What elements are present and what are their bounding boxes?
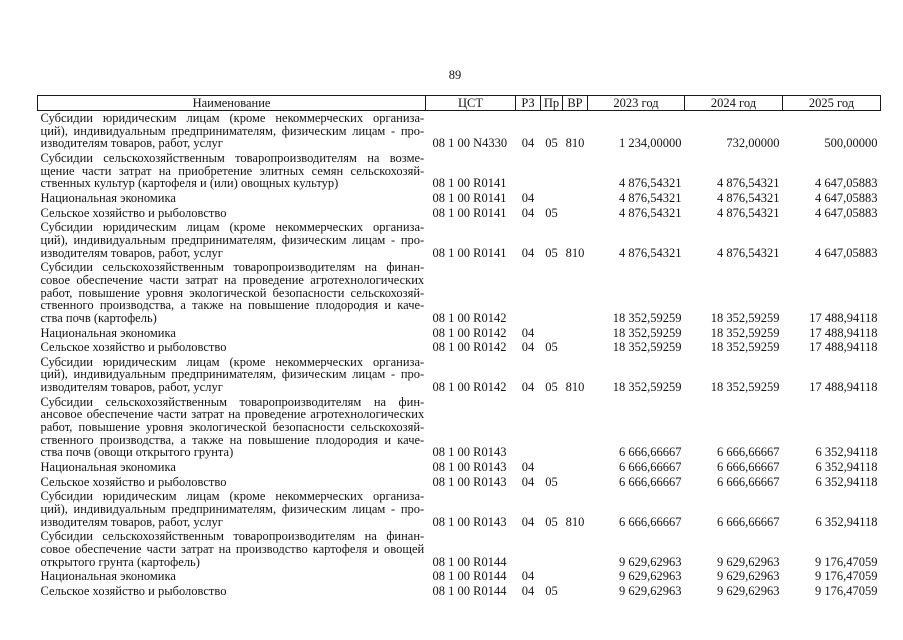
table-row bbox=[38, 206, 881, 221]
vr-cell: 810 bbox=[565, 514, 585, 529]
name-cell bbox=[38, 529, 426, 569]
pr-cell bbox=[541, 395, 563, 460]
name-line: ственного производства, а также на повышение плодородия и каче- bbox=[40, 298, 425, 313]
table-row bbox=[38, 355, 881, 395]
value-2025-cell: 500,00000 bbox=[824, 136, 878, 151]
name-line: Субсидии юридическим лицам (кроме некоммерческих организа- bbox=[40, 354, 425, 369]
value-2025-cell: 9 176,47059 bbox=[815, 554, 878, 569]
rz-cell: 04 bbox=[521, 325, 535, 340]
value-2023-cell: 9 629,62963 bbox=[619, 554, 682, 569]
table-row bbox=[38, 326, 881, 341]
value-2023-cell: 9 629,62963 bbox=[619, 583, 682, 598]
rz-cell: 04 bbox=[521, 245, 535, 260]
value-2024-cell: 18 352,59259 bbox=[710, 310, 780, 325]
table-header bbox=[38, 96, 881, 111]
name-cell bbox=[38, 355, 426, 395]
value-2024-cell: 4 876,54321 bbox=[717, 190, 780, 205]
name-line: ций), индивидуальным предпринимателям, физическим лицам - про- bbox=[40, 123, 425, 138]
value-2025-cell: 4 647,05883 bbox=[815, 190, 878, 205]
table-row bbox=[38, 475, 881, 490]
table-row bbox=[38, 340, 881, 355]
name-line: Национальная экономика bbox=[40, 190, 176, 205]
name-line: работ, повышение уровня экологической безопасности сельскохозяй- bbox=[40, 420, 425, 435]
cst-cell: 08 1 00 R0141 bbox=[432, 205, 507, 220]
cst-cell: 08 1 00 R0142 bbox=[432, 310, 507, 325]
name-cell bbox=[38, 340, 426, 355]
pr-cell bbox=[541, 460, 563, 475]
value-2024-cell: 9 629,62963 bbox=[717, 583, 780, 598]
pr-cell: 05 bbox=[545, 380, 558, 395]
value-2024-cell: 6 666,66667 bbox=[717, 445, 780, 460]
value-2025-cell: 4 647,05883 bbox=[815, 176, 878, 191]
name-line: Субсидии юридическим лицам (кроме некоммерческих организа- bbox=[40, 489, 425, 504]
value-2024-cell: 6 666,66667 bbox=[717, 514, 780, 529]
value-2024-cell: 4 876,54321 bbox=[717, 205, 780, 220]
name-line: Национальная экономика bbox=[40, 569, 176, 584]
cst-cell: 08 1 00 R0143 bbox=[432, 460, 507, 475]
rz-cell: 04 bbox=[521, 583, 535, 598]
value-2023-cell: 1 234,00000 bbox=[619, 136, 682, 151]
value-2023-cell: 18 352,59259 bbox=[612, 325, 682, 340]
value-2025-cell: 6 352,94118 bbox=[815, 474, 878, 489]
cst-cell: 08 1 00 R0143 bbox=[432, 445, 507, 460]
name-line: Субсидии сельскохозяйственным товаропроизводителям на финан- bbox=[40, 529, 425, 544]
rz-cell: 04 bbox=[521, 340, 535, 355]
header-pr: Пр bbox=[541, 96, 563, 111]
name-line: изводителям товаров, работ, услуг bbox=[40, 514, 223, 529]
pr-cell bbox=[541, 260, 563, 325]
value-2025-cell: 6 352,94118 bbox=[815, 514, 878, 529]
name-line: Субсидии юридическим лицам (кроме некоммерческих организа- bbox=[40, 111, 425, 125]
value-2024-cell: 4 876,54321 bbox=[717, 176, 780, 191]
name-line: щение части затрат на приобретение элитных семян сельскохозяй- bbox=[40, 163, 425, 178]
value-2023-cell: 6 666,66667 bbox=[619, 460, 682, 475]
name-line: изводителям товаров, работ, услуг bbox=[40, 380, 223, 395]
vr-cell bbox=[563, 584, 588, 599]
name-cell bbox=[38, 326, 426, 341]
cst-cell: 08 1 00 R0141 bbox=[432, 245, 507, 260]
name-line: Субсидии сельскохозяйственным товаропроизводителям на возме- bbox=[40, 150, 425, 165]
pr-cell bbox=[541, 326, 563, 341]
value-2024-cell: 4 876,54321 bbox=[717, 245, 780, 260]
name-cell bbox=[38, 395, 426, 460]
rz-cell: 04 bbox=[521, 514, 535, 529]
name-cell bbox=[38, 151, 426, 191]
rz-cell: 04 bbox=[521, 190, 535, 205]
name-cell bbox=[38, 569, 426, 584]
table-row bbox=[38, 569, 881, 584]
value-2023-cell: 4 876,54321 bbox=[619, 176, 682, 191]
header-2025: 2025 год bbox=[783, 96, 881, 111]
name-line: ства почв (картофель) bbox=[40, 310, 157, 325]
name-line: Субсидии сельскохозяйственным товаропроизводителям на фин- bbox=[40, 394, 425, 409]
name-line: Субсидии юридическим лицам (кроме некоммерческих организа- bbox=[40, 220, 425, 235]
vr-cell bbox=[563, 529, 588, 569]
value-2023-cell: 4 876,54321 bbox=[619, 190, 682, 205]
name-line: работ, повышение уровня экологической безопасности сельскохозяй- bbox=[40, 285, 425, 300]
pr-cell bbox=[541, 529, 563, 569]
value-2024-cell: 6 666,66667 bbox=[717, 474, 780, 489]
value-2023-cell: 18 352,59259 bbox=[612, 340, 682, 355]
name-line: ства почв (овощи открытого грунта) bbox=[40, 445, 234, 460]
name-line: ственного производства, а также на повышение плодородия и каче- bbox=[40, 432, 425, 447]
rz-cell bbox=[516, 395, 541, 460]
value-2023-cell: 4 876,54321 bbox=[619, 245, 682, 260]
name-cell bbox=[38, 191, 426, 206]
cst-cell: 08 1 00 R0142 bbox=[432, 325, 507, 340]
value-2023-cell: 18 352,59259 bbox=[612, 380, 682, 395]
table-row bbox=[38, 151, 881, 191]
value-2024-cell: 6 666,66667 bbox=[717, 460, 780, 475]
cst-cell: 08 1 00 R0143 bbox=[432, 474, 507, 489]
cst-cell: 08 1 00 R0144 bbox=[432, 583, 507, 598]
name-cell bbox=[38, 220, 426, 260]
vr-cell bbox=[563, 206, 588, 221]
table-row bbox=[38, 191, 881, 206]
table-row bbox=[38, 489, 881, 529]
cst-cell: 08 1 00 R0144 bbox=[432, 554, 507, 569]
rz-cell: 04 bbox=[521, 205, 535, 220]
name-line: ций), индивидуальным предпринимателям, физическим лицам - про- bbox=[40, 367, 425, 382]
vr-cell bbox=[563, 460, 588, 475]
rz-cell: 04 bbox=[521, 569, 535, 584]
value-2023-cell: 4 876,54321 bbox=[619, 205, 682, 220]
name-line: совое обеспечение части затрат на проведение агротехнологических bbox=[40, 272, 425, 287]
vr-cell bbox=[563, 151, 588, 191]
table-row bbox=[38, 584, 881, 599]
vr-cell bbox=[563, 340, 588, 355]
name-line: совое обеспечение части затрат на производство картофеля и овощей bbox=[40, 542, 425, 556]
value-2025-cell: 4 647,05883 bbox=[815, 245, 878, 260]
vr-cell bbox=[563, 569, 588, 584]
vr-cell bbox=[563, 326, 588, 341]
header-rz: РЗ bbox=[516, 96, 541, 111]
name-cell bbox=[38, 111, 426, 151]
name-line: изводителям товаров, работ, услуг bbox=[40, 136, 223, 151]
vr-cell bbox=[563, 475, 588, 490]
name-line: ций), индивидуальным предпринимателям, физическим лицам - про- bbox=[40, 502, 425, 517]
table-body bbox=[38, 111, 881, 599]
name-line: Субсидии сельскохозяйственным товаропроизводителям на финан- bbox=[40, 260, 425, 275]
header-name: Наименование bbox=[38, 96, 426, 111]
name-line: Сельское хозяйство и рыболовство bbox=[40, 340, 227, 355]
value-2025-cell: 9 176,47059 bbox=[815, 583, 878, 598]
value-2024-cell: 18 352,59259 bbox=[710, 325, 780, 340]
header-2023: 2023 год bbox=[588, 96, 685, 111]
value-2025-cell: 17 488,94118 bbox=[809, 325, 878, 340]
pr-cell: 05 bbox=[545, 340, 558, 355]
value-2025-cell: 17 488,94118 bbox=[809, 340, 878, 355]
name-line: Национальная экономика bbox=[40, 325, 176, 340]
table-row bbox=[38, 220, 881, 260]
table-row bbox=[38, 260, 881, 325]
name-cell bbox=[38, 584, 426, 599]
value-2024-cell: 732,00000 bbox=[726, 136, 780, 151]
cst-cell: 08 1 00 R0143 bbox=[432, 514, 507, 529]
name-line: Национальная экономика bbox=[40, 460, 176, 475]
cst-cell: 08 1 00 R0142 bbox=[432, 340, 507, 355]
pr-cell bbox=[541, 151, 563, 191]
name-line: ственных культур (картофеля и (или) овощных культур) bbox=[40, 176, 339, 191]
table-row bbox=[38, 111, 881, 151]
name-cell bbox=[38, 489, 426, 529]
header-2024: 2024 год bbox=[685, 96, 783, 111]
cst-cell: 08 1 00 R0141 bbox=[432, 176, 507, 191]
rz-cell bbox=[516, 260, 541, 325]
value-2023-cell: 6 666,66667 bbox=[619, 474, 682, 489]
name-line: ций), индивидуальным предпринимателям, физическим лицам - про- bbox=[40, 232, 425, 247]
rz-cell: 04 bbox=[521, 474, 535, 489]
table-header-row bbox=[38, 96, 881, 111]
value-2025-cell: 9 176,47059 bbox=[815, 569, 878, 584]
name-cell bbox=[38, 475, 426, 490]
vr-cell: 810 bbox=[565, 245, 585, 260]
pr-cell: 05 bbox=[545, 474, 558, 489]
table-row bbox=[38, 460, 881, 475]
value-2025-cell: 6 352,94118 bbox=[815, 460, 878, 475]
header-cst: ЦСТ bbox=[426, 96, 516, 111]
rz-cell bbox=[516, 151, 541, 191]
value-2023-cell: 18 352,59259 bbox=[612, 310, 682, 325]
cst-cell: 08 1 00 R0144 bbox=[432, 569, 507, 584]
value-2024-cell: 18 352,59259 bbox=[710, 380, 780, 395]
vr-cell bbox=[563, 395, 588, 460]
header-vr: ВР bbox=[563, 96, 588, 111]
value-2025-cell: 17 488,94118 bbox=[809, 310, 878, 325]
pr-cell: 05 bbox=[545, 583, 558, 598]
budget-table bbox=[37, 95, 881, 599]
name-line: ансовое обеспечение части затрат на проведение агротехнологических bbox=[40, 407, 425, 422]
pr-cell bbox=[541, 569, 563, 584]
value-2025-cell: 6 352,94118 bbox=[815, 445, 878, 460]
pr-cell: 05 bbox=[545, 136, 558, 151]
name-line: Сельское хозяйство и рыболовство bbox=[40, 583, 227, 598]
pr-cell bbox=[541, 191, 563, 206]
rz-cell: 04 bbox=[521, 380, 535, 395]
vr-cell: 810 bbox=[565, 136, 585, 151]
name-cell bbox=[38, 460, 426, 475]
pr-cell: 05 bbox=[545, 514, 558, 529]
value-2025-cell: 4 647,05883 bbox=[815, 205, 878, 220]
rz-cell: 04 bbox=[521, 136, 535, 151]
name-cell bbox=[38, 206, 426, 221]
value-2024-cell: 9 629,62963 bbox=[717, 569, 780, 584]
vr-cell bbox=[563, 260, 588, 325]
table-row bbox=[38, 529, 881, 569]
cst-cell: 08 1 00 R0141 bbox=[432, 190, 507, 205]
vr-cell: 810 bbox=[565, 380, 585, 395]
name-line: Сельское хозяйство и рыболовство bbox=[40, 474, 227, 489]
value-2024-cell: 9 629,62963 bbox=[717, 554, 780, 569]
name-cell bbox=[38, 260, 426, 325]
cst-cell: 08 1 00 R0142 bbox=[432, 380, 507, 395]
page-number: 89 bbox=[448, 68, 462, 82]
table-row bbox=[38, 395, 881, 460]
pr-cell: 05 bbox=[545, 205, 558, 220]
name-line: открытого грунта (картофель) bbox=[40, 554, 200, 569]
value-2025-cell: 17 488,94118 bbox=[809, 380, 878, 395]
value-2024-cell: 18 352,59259 bbox=[710, 340, 780, 355]
cst-cell: 08 1 00 N4330 bbox=[432, 136, 508, 151]
name-line: изводителям товаров, работ, услуг bbox=[40, 245, 223, 260]
rz-cell bbox=[516, 529, 541, 569]
value-2023-cell: 6 666,66667 bbox=[619, 514, 682, 529]
pr-cell: 05 bbox=[545, 245, 558, 260]
value-2023-cell: 6 666,66667 bbox=[619, 445, 682, 460]
name-line: Сельское хозяйство и рыболовство bbox=[40, 205, 227, 220]
vr-cell bbox=[563, 191, 588, 206]
value-2023-cell: 9 629,62963 bbox=[619, 569, 682, 584]
rz-cell: 04 bbox=[521, 460, 535, 475]
